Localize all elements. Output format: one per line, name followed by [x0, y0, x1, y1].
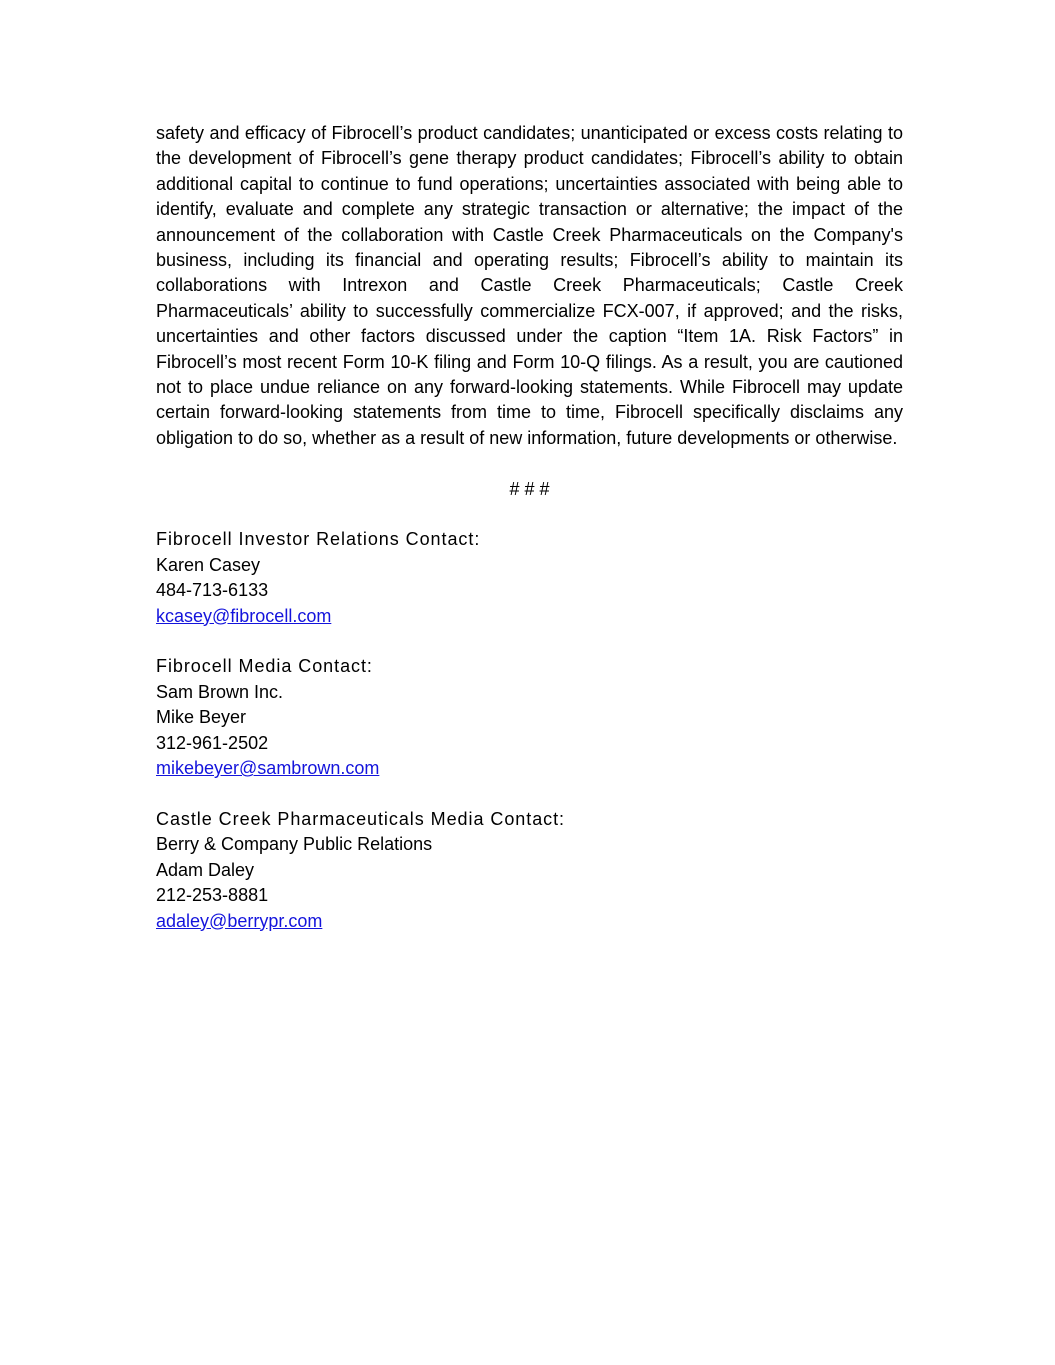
contact-heading: Fibrocell Investor Relations Contact: [156, 529, 481, 550]
contact-heading: Castle Creek Pharmaceuticals Media Contact: [156, 808, 566, 829]
contact-company-name: Berry & Company Public Relations [156, 834, 433, 855]
contact-person-name: Adam Daley [156, 859, 255, 880]
contact-phone-number: 212-253-8881 [156, 885, 269, 906]
contact-phone-number: 484-713-6133 [156, 580, 269, 601]
contact-person-name: Karen Casey [156, 554, 261, 575]
contact-person-name: Mike Beyer [156, 707, 247, 728]
contact-block-fibrocell-media [156, 654, 903, 781]
contact-email-line [156, 604, 903, 629]
forward-looking-statements-paragraph: safety and efficacy of Fibrocell’s product candidates; unanticipated or excess costs relating to the development of Fibrocell’s gene therapy product candidates; Fibrocell’s ability to obtain additional capital to continue to fund operations; uncertainties associated with being able to identify, evaluate and complete any strategic transaction or alternative; the impact of the announcement of the collaboration with Castle Creek Pharmaceuticals on the Company's business, including its financial and operating results; Fibrocell’s ability to maintain its collaborations with Intrexon and Castle Creek Pharmaceuticals; Castle Creek Pharmaceuticals’ ability to successfully commercialize FCX-007, if approved; and the risks, uncertainties and other factors discussed under the caption “Item 1A. Risk Factors” in Fibrocell’s most recent Form 10-K filing and Form 10-Q filings. As a result, you are cautioned not to place undue reliance on any forward-looking statements. While Fibrocell may update certain forward-looking statements from time to time, Fibrocell specifically disclaims any obligation to do so, whether as a result of new information, future developments or otherwise. [156, 123, 903, 448]
contact-block-castle-creek-media [156, 807, 903, 934]
contact-heading: Fibrocell Media Contact: [156, 656, 373, 677]
contact-email-line [156, 909, 903, 934]
section-separator: # # # [509, 478, 550, 499]
contact-company-name: Sam Brown Inc. [156, 681, 284, 702]
contact-phone-number: 312-961-2502 [156, 732, 269, 753]
email-link[interactable]: mikebeyer@sambrown.com [156, 758, 380, 779]
email-link[interactable]: kcasey@fibrocell.com [156, 605, 332, 626]
contact-block-investor-relations [156, 527, 903, 629]
contact-email-line [156, 756, 903, 781]
email-link[interactable]: adaley@berrypr.com [156, 910, 323, 931]
